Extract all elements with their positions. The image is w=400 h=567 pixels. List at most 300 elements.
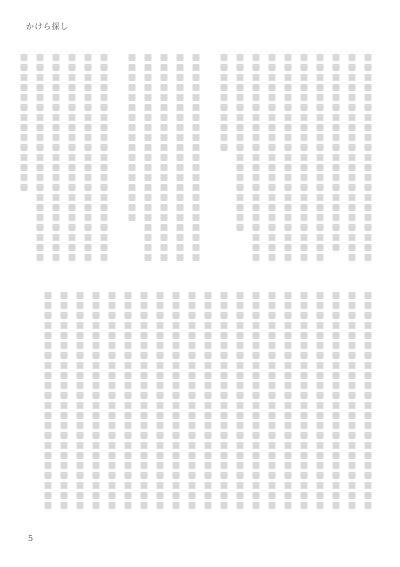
glyph-placeholder	[145, 54, 152, 61]
glyph-placeholder	[365, 452, 372, 459]
glyph-placeholder	[349, 442, 356, 449]
glyph-placeholder	[317, 94, 324, 101]
glyph-placeholder	[365, 432, 372, 439]
upper-text-column	[177, 54, 184, 261]
glyph-placeholder	[285, 104, 292, 111]
glyph-placeholder	[333, 492, 340, 499]
glyph-placeholder	[161, 244, 168, 251]
glyph-placeholder	[61, 352, 68, 359]
glyph-placeholder	[129, 64, 136, 71]
upper-text-column	[221, 54, 228, 151]
glyph-placeholder	[69, 254, 76, 261]
glyph-placeholder	[269, 492, 276, 499]
glyph-placeholder	[333, 362, 340, 369]
glyph-placeholder	[365, 302, 372, 309]
glyph-placeholder	[93, 292, 100, 299]
glyph-placeholder	[365, 214, 372, 221]
glyph-placeholder	[161, 184, 168, 191]
glyph-placeholder	[45, 372, 52, 379]
glyph-placeholder	[349, 154, 356, 161]
glyph-placeholder	[161, 94, 168, 101]
glyph-placeholder	[145, 134, 152, 141]
glyph-placeholder	[253, 502, 260, 509]
glyph-placeholder	[129, 154, 136, 161]
glyph-placeholder	[285, 492, 292, 499]
glyph-placeholder	[53, 84, 60, 91]
glyph-placeholder	[301, 254, 308, 261]
glyph-placeholder	[45, 452, 52, 459]
glyph-placeholder	[237, 214, 244, 221]
glyph-placeholder	[177, 114, 184, 121]
glyph-placeholder	[317, 302, 324, 309]
glyph-placeholder	[93, 362, 100, 369]
upper-text-column	[253, 54, 260, 261]
glyph-placeholder	[173, 362, 180, 369]
glyph-placeholder	[101, 64, 108, 71]
glyph-placeholder	[301, 164, 308, 171]
glyph-placeholder	[333, 154, 340, 161]
glyph-placeholder	[269, 472, 276, 479]
glyph-placeholder	[145, 174, 152, 181]
glyph-placeholder	[237, 322, 244, 329]
glyph-placeholder	[177, 174, 184, 181]
glyph-placeholder	[349, 194, 356, 201]
glyph-placeholder	[109, 502, 116, 509]
glyph-placeholder	[205, 362, 212, 369]
glyph-placeholder	[193, 234, 200, 241]
upper-text-column	[193, 54, 200, 261]
glyph-placeholder	[333, 372, 340, 379]
upper-text-column	[85, 54, 92, 261]
glyph-placeholder	[37, 64, 44, 71]
glyph-placeholder	[173, 442, 180, 449]
glyph-placeholder	[101, 74, 108, 81]
glyph-placeholder	[221, 124, 228, 131]
glyph-placeholder	[365, 412, 372, 419]
glyph-placeholder	[141, 452, 148, 459]
glyph-placeholder	[237, 292, 244, 299]
glyph-placeholder	[125, 492, 132, 499]
glyph-placeholder	[161, 54, 168, 61]
glyph-placeholder	[301, 302, 308, 309]
glyph-placeholder	[317, 244, 324, 251]
glyph-placeholder	[85, 64, 92, 71]
glyph-placeholder	[349, 174, 356, 181]
glyph-placeholder	[317, 382, 324, 389]
glyph-placeholder	[173, 322, 180, 329]
glyph-placeholder	[141, 432, 148, 439]
glyph-placeholder	[269, 194, 276, 201]
glyph-placeholder	[93, 452, 100, 459]
glyph-placeholder	[157, 302, 164, 309]
glyph-placeholder	[101, 254, 108, 261]
glyph-placeholder	[237, 134, 244, 141]
glyph-placeholder	[141, 392, 148, 399]
glyph-placeholder	[269, 54, 276, 61]
glyph-placeholder	[161, 204, 168, 211]
glyph-placeholder	[221, 502, 228, 509]
glyph-placeholder	[237, 402, 244, 409]
glyph-placeholder	[125, 472, 132, 479]
glyph-placeholder	[205, 462, 212, 469]
glyph-placeholder	[285, 64, 292, 71]
glyph-placeholder	[333, 234, 340, 241]
glyph-placeholder	[189, 302, 196, 309]
glyph-placeholder	[237, 462, 244, 469]
glyph-placeholder	[109, 452, 116, 459]
glyph-placeholder	[77, 452, 84, 459]
glyph-placeholder	[269, 402, 276, 409]
glyph-placeholder	[161, 84, 168, 91]
glyph-placeholder	[77, 342, 84, 349]
glyph-placeholder	[189, 322, 196, 329]
glyph-placeholder	[237, 204, 244, 211]
glyph-placeholder	[237, 332, 244, 339]
glyph-placeholder	[173, 372, 180, 379]
glyph-placeholder	[285, 332, 292, 339]
glyph-placeholder	[253, 322, 260, 329]
glyph-placeholder	[285, 54, 292, 61]
glyph-placeholder	[45, 502, 52, 509]
glyph-placeholder	[109, 442, 116, 449]
glyph-placeholder	[77, 352, 84, 359]
glyph-placeholder	[193, 94, 200, 101]
glyph-placeholder	[177, 244, 184, 251]
glyph-placeholder	[193, 184, 200, 191]
glyph-placeholder	[45, 462, 52, 469]
glyph-placeholder	[145, 244, 152, 251]
glyph-placeholder	[101, 104, 108, 111]
glyph-placeholder	[301, 452, 308, 459]
glyph-placeholder	[37, 54, 44, 61]
glyph-placeholder	[37, 184, 44, 191]
glyph-placeholder	[285, 372, 292, 379]
glyph-placeholder	[253, 114, 260, 121]
glyph-placeholder	[237, 302, 244, 309]
glyph-placeholder	[177, 154, 184, 161]
glyph-placeholder	[45, 302, 52, 309]
glyph-placeholder	[85, 124, 92, 131]
glyph-placeholder	[77, 432, 84, 439]
glyph-placeholder	[253, 224, 260, 231]
glyph-placeholder	[253, 342, 260, 349]
lower-text-column	[285, 292, 292, 509]
lower-text-column	[173, 292, 180, 509]
glyph-placeholder	[237, 124, 244, 131]
glyph-placeholder	[221, 114, 228, 121]
lower-text-column	[365, 292, 372, 509]
glyph-placeholder	[157, 352, 164, 359]
glyph-placeholder	[53, 124, 60, 131]
glyph-placeholder	[221, 342, 228, 349]
glyph-placeholder	[301, 352, 308, 359]
glyph-placeholder	[101, 194, 108, 201]
glyph-placeholder	[129, 184, 136, 191]
glyph-placeholder	[189, 452, 196, 459]
glyph-placeholder	[173, 382, 180, 389]
glyph-placeholder	[45, 472, 52, 479]
glyph-placeholder	[317, 312, 324, 319]
glyph-placeholder	[365, 134, 372, 141]
glyph-placeholder	[77, 422, 84, 429]
upper-text-column	[129, 54, 136, 221]
glyph-placeholder	[157, 292, 164, 299]
glyph-placeholder	[237, 104, 244, 111]
glyph-placeholder	[205, 382, 212, 389]
glyph-placeholder	[285, 184, 292, 191]
glyph-placeholder	[141, 382, 148, 389]
glyph-placeholder	[53, 174, 60, 181]
glyph-placeholder	[69, 84, 76, 91]
glyph-placeholder	[221, 144, 228, 151]
glyph-placeholder	[21, 184, 28, 191]
glyph-placeholder	[21, 164, 28, 171]
glyph-placeholder	[317, 174, 324, 181]
glyph-placeholder	[365, 382, 372, 389]
glyph-placeholder	[301, 244, 308, 251]
glyph-placeholder	[145, 104, 152, 111]
glyph-placeholder	[21, 104, 28, 111]
glyph-placeholder	[285, 154, 292, 161]
glyph-placeholder	[157, 452, 164, 459]
lower-text-column	[237, 292, 244, 509]
glyph-placeholder	[109, 462, 116, 469]
glyph-placeholder	[125, 412, 132, 419]
glyph-placeholder	[221, 462, 228, 469]
glyph-placeholder	[45, 292, 52, 299]
lower-text-column	[109, 292, 116, 509]
glyph-placeholder	[161, 174, 168, 181]
glyph-placeholder	[349, 302, 356, 309]
upper-text-column	[161, 54, 168, 261]
glyph-placeholder	[317, 492, 324, 499]
glyph-placeholder	[109, 492, 116, 499]
glyph-placeholder	[365, 312, 372, 319]
glyph-placeholder	[317, 352, 324, 359]
glyph-placeholder	[61, 372, 68, 379]
glyph-placeholder	[269, 322, 276, 329]
glyph-placeholder	[61, 472, 68, 479]
glyph-placeholder	[221, 482, 228, 489]
glyph-placeholder	[37, 134, 44, 141]
glyph-placeholder	[253, 292, 260, 299]
glyph-placeholder	[45, 342, 52, 349]
glyph-placeholder	[109, 352, 116, 359]
glyph-placeholder	[101, 114, 108, 121]
glyph-placeholder	[221, 452, 228, 459]
glyph-placeholder	[85, 104, 92, 111]
glyph-placeholder	[61, 312, 68, 319]
glyph-placeholder	[61, 322, 68, 329]
glyph-placeholder	[365, 402, 372, 409]
glyph-placeholder	[189, 462, 196, 469]
glyph-placeholder	[285, 432, 292, 439]
glyph-placeholder	[125, 382, 132, 389]
glyph-placeholder	[333, 412, 340, 419]
glyph-placeholder	[61, 442, 68, 449]
glyph-placeholder	[301, 134, 308, 141]
glyph-placeholder	[189, 312, 196, 319]
glyph-placeholder	[349, 462, 356, 469]
glyph-placeholder	[285, 234, 292, 241]
glyph-placeholder	[333, 224, 340, 231]
glyph-placeholder	[93, 382, 100, 389]
glyph-placeholder	[269, 224, 276, 231]
glyph-placeholder	[269, 362, 276, 369]
glyph-placeholder	[253, 254, 260, 261]
glyph-placeholder	[301, 114, 308, 121]
glyph-placeholder	[253, 412, 260, 419]
glyph-placeholder	[365, 352, 372, 359]
glyph-placeholder	[145, 94, 152, 101]
glyph-placeholder	[269, 124, 276, 131]
glyph-placeholder	[101, 124, 108, 131]
glyph-placeholder	[125, 372, 132, 379]
glyph-placeholder	[173, 312, 180, 319]
glyph-placeholder	[141, 482, 148, 489]
glyph-placeholder	[125, 332, 132, 339]
glyph-placeholder	[269, 352, 276, 359]
glyph-placeholder	[301, 362, 308, 369]
glyph-placeholder	[301, 502, 308, 509]
glyph-placeholder	[301, 74, 308, 81]
glyph-placeholder	[77, 492, 84, 499]
glyph-placeholder	[349, 224, 356, 231]
glyph-placeholder	[109, 382, 116, 389]
glyph-placeholder	[157, 392, 164, 399]
glyph-placeholder	[301, 332, 308, 339]
glyph-placeholder	[349, 312, 356, 319]
glyph-placeholder	[125, 352, 132, 359]
glyph-placeholder	[53, 74, 60, 81]
glyph-placeholder	[85, 234, 92, 241]
glyph-placeholder	[109, 302, 116, 309]
glyph-placeholder	[317, 194, 324, 201]
glyph-placeholder	[269, 204, 276, 211]
glyph-placeholder	[269, 84, 276, 91]
glyph-placeholder	[285, 204, 292, 211]
glyph-placeholder	[109, 342, 116, 349]
glyph-placeholder	[285, 144, 292, 151]
glyph-placeholder	[161, 104, 168, 111]
glyph-placeholder	[269, 502, 276, 509]
glyph-placeholder	[253, 244, 260, 251]
glyph-placeholder	[269, 412, 276, 419]
glyph-placeholder	[349, 382, 356, 389]
lower-text-column	[301, 292, 308, 509]
glyph-placeholder	[45, 322, 52, 329]
glyph-placeholder	[365, 292, 372, 299]
glyph-placeholder	[301, 194, 308, 201]
glyph-placeholder	[101, 144, 108, 151]
glyph-placeholder	[221, 302, 228, 309]
glyph-placeholder	[301, 432, 308, 439]
glyph-placeholder	[109, 432, 116, 439]
glyph-placeholder	[317, 502, 324, 509]
glyph-placeholder	[37, 84, 44, 91]
glyph-placeholder	[317, 342, 324, 349]
glyph-placeholder	[193, 54, 200, 61]
glyph-placeholder	[77, 312, 84, 319]
glyph-placeholder	[285, 244, 292, 251]
lower-text-column	[349, 292, 356, 509]
glyph-placeholder	[365, 194, 372, 201]
glyph-placeholder	[101, 84, 108, 91]
glyph-placeholder	[221, 84, 228, 91]
glyph-placeholder	[145, 164, 152, 171]
glyph-placeholder	[141, 462, 148, 469]
glyph-placeholder	[177, 224, 184, 231]
glyph-placeholder	[333, 94, 340, 101]
glyph-placeholder	[237, 382, 244, 389]
glyph-placeholder	[173, 462, 180, 469]
glyph-placeholder	[145, 214, 152, 221]
glyph-placeholder	[101, 224, 108, 231]
glyph-placeholder	[253, 184, 260, 191]
glyph-placeholder	[101, 204, 108, 211]
glyph-placeholder	[69, 94, 76, 101]
glyph-placeholder	[145, 184, 152, 191]
glyph-placeholder	[85, 54, 92, 61]
glyph-placeholder	[333, 54, 340, 61]
glyph-placeholder	[69, 54, 76, 61]
glyph-placeholder	[141, 442, 148, 449]
glyph-placeholder	[173, 392, 180, 399]
glyph-placeholder	[61, 342, 68, 349]
glyph-placeholder	[77, 442, 84, 449]
glyph-placeholder	[69, 144, 76, 151]
glyph-placeholder	[189, 352, 196, 359]
glyph-placeholder	[45, 392, 52, 399]
glyph-placeholder	[109, 402, 116, 409]
glyph-placeholder	[177, 144, 184, 151]
glyph-placeholder	[109, 422, 116, 429]
glyph-placeholder	[365, 422, 372, 429]
glyph-placeholder	[349, 64, 356, 71]
glyph-placeholder	[129, 134, 136, 141]
glyph-placeholder	[301, 482, 308, 489]
glyph-placeholder	[317, 422, 324, 429]
glyph-placeholder	[193, 214, 200, 221]
glyph-placeholder	[37, 204, 44, 211]
glyph-placeholder	[333, 184, 340, 191]
glyph-placeholder	[177, 214, 184, 221]
glyph-placeholder	[173, 492, 180, 499]
glyph-placeholder	[161, 144, 168, 151]
glyph-placeholder	[45, 492, 52, 499]
glyph-placeholder	[253, 362, 260, 369]
glyph-placeholder	[205, 412, 212, 419]
glyph-placeholder	[285, 352, 292, 359]
glyph-placeholder	[189, 492, 196, 499]
glyph-placeholder	[173, 432, 180, 439]
glyph-placeholder	[349, 362, 356, 369]
glyph-placeholder	[85, 244, 92, 251]
glyph-placeholder	[301, 234, 308, 241]
glyph-placeholder	[125, 322, 132, 329]
glyph-placeholder	[349, 472, 356, 479]
glyph-placeholder	[101, 94, 108, 101]
glyph-placeholder	[253, 372, 260, 379]
glyph-placeholder	[253, 482, 260, 489]
glyph-placeholder	[101, 234, 108, 241]
glyph-placeholder	[93, 432, 100, 439]
glyph-placeholder	[253, 74, 260, 81]
glyph-placeholder	[365, 124, 372, 131]
glyph-placeholder	[301, 154, 308, 161]
glyph-placeholder	[189, 472, 196, 479]
glyph-placeholder	[333, 204, 340, 211]
